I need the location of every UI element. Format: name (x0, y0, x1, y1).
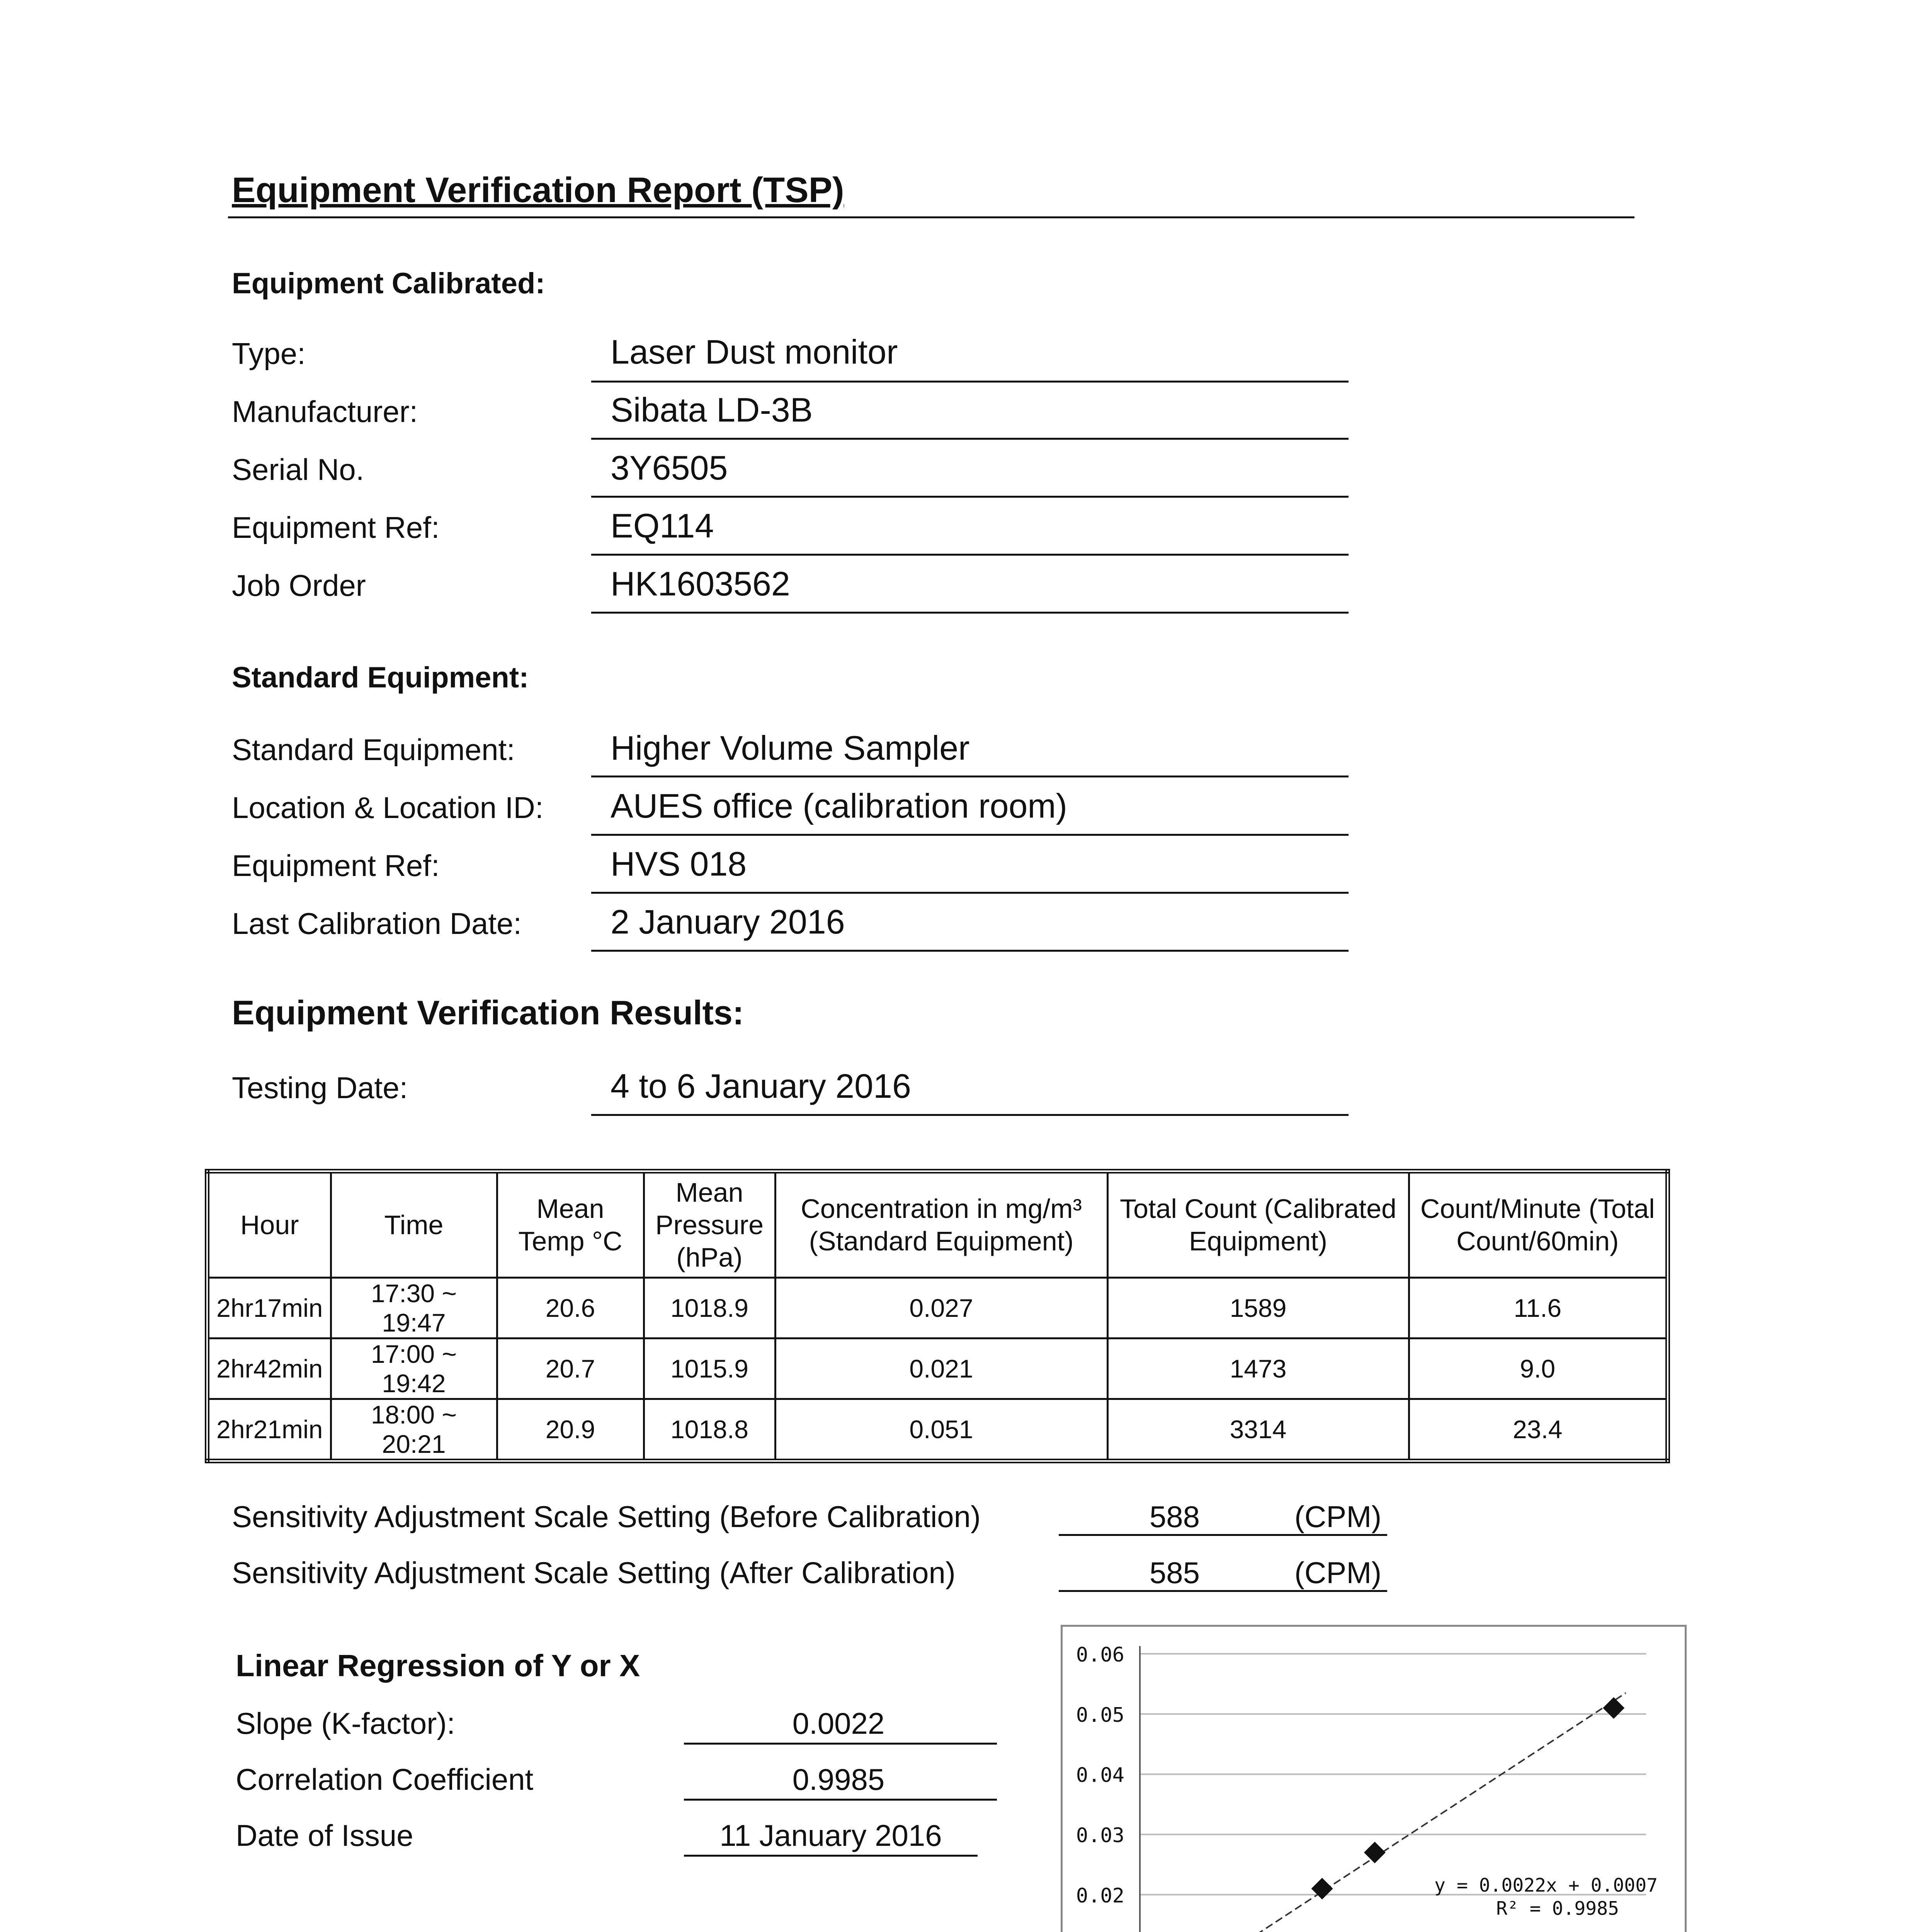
header-hour: Hour (207, 1171, 331, 1277)
cell-time: 17:00 ~ 19:42 (331, 1338, 497, 1399)
std-equipment-ref-underline (591, 892, 1349, 894)
results-heading: Equipment Verification Results: (232, 993, 744, 1032)
regression-chart-svg (1063, 1627, 1685, 1932)
issue-date-underline (684, 1855, 978, 1857)
type-label: Type: (232, 337, 306, 371)
cell-hour: 2hr17min (207, 1277, 331, 1338)
correlation-value: 0.9985 (792, 1762, 885, 1796)
job-order-value: HK1603562 (611, 565, 790, 603)
serial-label: Serial No. (232, 452, 364, 486)
slope-value: 0.0022 (792, 1706, 885, 1740)
chart-r-squared: R² = 0.9985 (1496, 1898, 1619, 1920)
equipment-calibrated-heading: Equipment Calibrated: (232, 267, 545, 300)
header-mean-temp: Mean Temp °C (497, 1171, 644, 1277)
sensitivity-after-unit: (CPM) (1294, 1556, 1382, 1590)
sensitivity-before-value: 588 (1149, 1500, 1200, 1534)
header-time: Time (331, 1171, 497, 1277)
table-row (207, 1338, 1668, 1399)
cell-count-minute: 23.4 (1409, 1399, 1668, 1461)
std-equipment-ref-label: Equipment Ref: (232, 849, 440, 883)
chart-y-tick-label: 0.04 (1076, 1764, 1124, 1787)
location-value: AUES office (calibration room) (611, 787, 1067, 825)
cell-hour: 2hr21min (207, 1399, 331, 1461)
last-calibration-underline (591, 950, 1349, 952)
job-order-underline (591, 612, 1349, 614)
job-order-label: Job Order (232, 568, 366, 602)
title-rule (228, 216, 1634, 218)
cell-total-count: 3314 (1107, 1399, 1409, 1461)
chart-equation: y = 0.0022x + 0.0007 (1434, 1874, 1658, 1896)
table-row (207, 1399, 1668, 1461)
cell-time: 17:30 ~ 19:47 (331, 1277, 497, 1338)
standard-equipment-heading: Standard Equipment: (232, 661, 529, 694)
cell-count-minute: 9.0 (1409, 1338, 1668, 1399)
cell-total-count: 1589 (1107, 1277, 1409, 1338)
serial-underline (591, 496, 1349, 498)
cell-concentration: 0.021 (775, 1338, 1107, 1399)
cell-pressure: 1015.9 (644, 1338, 775, 1399)
chart-y-tick-label: 0.03 (1076, 1824, 1124, 1847)
cell-temp: 20.9 (497, 1399, 644, 1461)
sensitivity-after-label: Sensitivity Adjustment Scale Setting (After Calibration) (232, 1556, 956, 1590)
manufacturer-label: Manufacturer: (232, 395, 418, 429)
header-mean-pressure: Mean Pressure (hPa) (644, 1171, 775, 1277)
testing-date-value: 4 to 6 January 2016 (611, 1067, 911, 1105)
regression-heading: Linear Regression of Y or X (236, 1648, 640, 1683)
testing-date-label: Testing Date: (232, 1071, 408, 1105)
chart-data-point (1364, 1842, 1386, 1863)
location-label: Location & Location ID: (232, 791, 544, 825)
table-header-row (207, 1171, 1668, 1277)
type-underline (591, 381, 1349, 383)
cell-total-count: 1473 (1107, 1338, 1409, 1399)
cell-concentration: 0.027 (775, 1277, 1107, 1338)
sensitivity-after-value: 585 (1149, 1556, 1200, 1590)
testing-date-underline (591, 1114, 1349, 1116)
equipment-ref-value: EQ114 (611, 507, 714, 545)
cell-pressure: 1018.9 (644, 1277, 775, 1338)
cell-temp: 20.6 (497, 1277, 644, 1338)
issue-date-value: 11 January 2016 (719, 1818, 942, 1852)
correlation-underline (684, 1799, 997, 1801)
sensitivity-before-underline (1059, 1534, 1387, 1536)
chart-data-point (1603, 1697, 1624, 1719)
header-count-minute: Count/Minute (Total Count/60min) (1409, 1171, 1668, 1277)
equipment-ref-underline (591, 554, 1349, 556)
standard-equipment-label: Standard Equipment: (232, 733, 515, 767)
header-concentration: Concentration in mg/m³ (Standard Equipment) (775, 1171, 1107, 1277)
sensitivity-before-unit: (CPM) (1294, 1500, 1382, 1534)
slope-label: Slope (K-factor): (236, 1706, 455, 1740)
equipment-ref-label: Equipment Ref: (232, 510, 440, 544)
cell-hour: 2hr42min (207, 1338, 331, 1399)
last-calibration-label: Last Calibration Date: (232, 906, 522, 940)
issue-date-label: Date of Issue (236, 1818, 413, 1852)
cell-count-minute: 11.6 (1409, 1277, 1668, 1338)
correlation-label: Correlation Coefficient (236, 1762, 534, 1796)
report-title: Equipment Verification Report (TSP) (232, 170, 844, 210)
header-total-count: Total Count (Calibrated Equipment) (1107, 1171, 1409, 1277)
cell-pressure: 1018.8 (644, 1399, 775, 1461)
location-underline (591, 834, 1349, 836)
sensitivity-before-label: Sensitivity Adjustment Scale Setting (Before Calibration) (232, 1500, 981, 1534)
std-equipment-ref-value: HVS 018 (611, 845, 747, 883)
type-value: Laser Dust monitor (611, 333, 898, 371)
table-row (207, 1277, 1668, 1338)
manufacturer-value: Sibata LD-3B (611, 391, 813, 429)
manufacturer-underline (591, 438, 1349, 440)
sensitivity-after-underline (1059, 1590, 1387, 1592)
chart-y-tick-label: 0.06 (1076, 1643, 1124, 1667)
last-calibration-value: 2 January 2016 (611, 903, 845, 941)
chart-y-tick-label: 0.02 (1076, 1884, 1124, 1908)
regression-chart (1061, 1625, 1687, 1932)
slope-underline (684, 1743, 997, 1745)
standard-equipment-underline (591, 776, 1349, 777)
standard-equipment-value: Higher Volume Sampler (611, 729, 970, 767)
results-table (205, 1169, 1670, 1463)
cell-temp: 20.7 (497, 1338, 644, 1399)
chart-y-tick-label: 0.05 (1076, 1703, 1124, 1727)
cell-concentration: 0.051 (775, 1399, 1107, 1461)
serial-value: 3Y6505 (611, 449, 728, 487)
cell-time: 18:00 ~ 20:21 (331, 1399, 497, 1461)
